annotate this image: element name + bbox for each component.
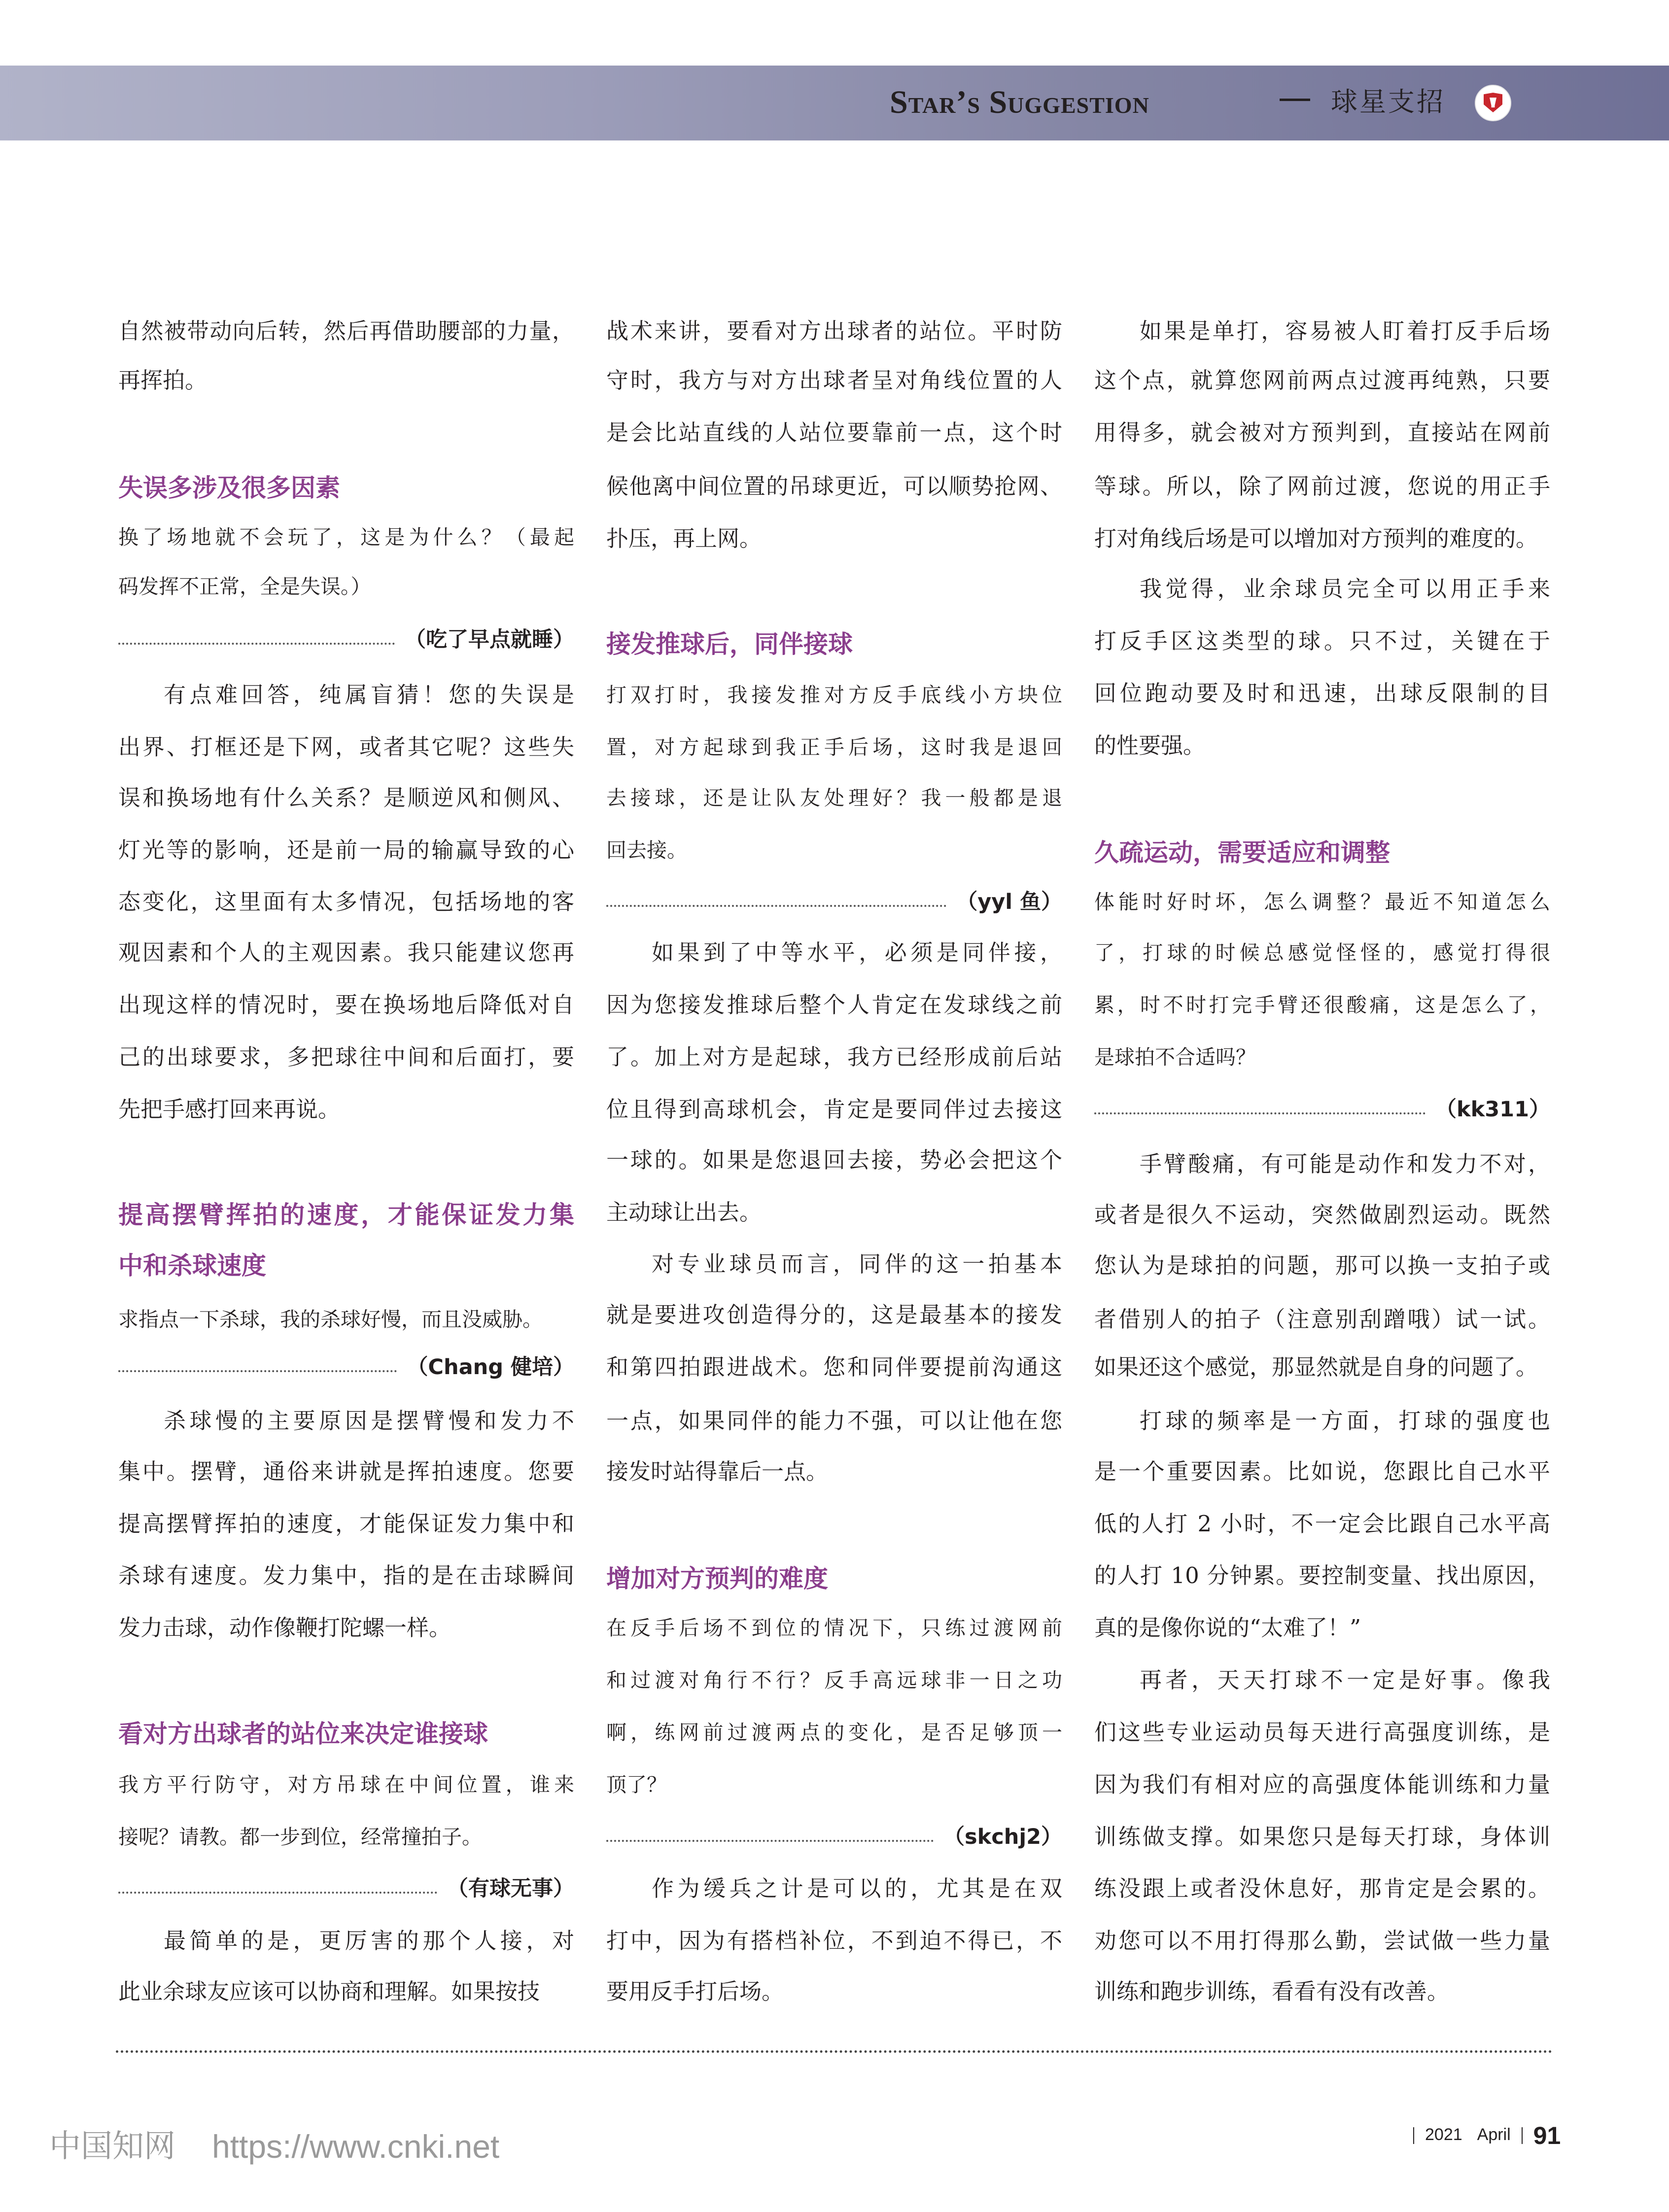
- author-byline: [118, 1342, 574, 1393]
- issue-year: 2021: [1425, 2125, 1462, 2144]
- answer-text-line: 杀球有速度。发力集中，指的是在击球瞬间: [118, 1562, 574, 1589]
- answer-text-line: 如果到了中等水平，必须是同伴接，: [652, 939, 1062, 966]
- answer-text-line: 打对角线后场是可以增加对方预判的难度的。: [1094, 525, 1538, 552]
- answer-text-line: 态变化，这里面有太多情况，包括场地的客: [118, 889, 574, 915]
- answer-text-line: 接发时站得靠后一点。: [606, 1458, 829, 1485]
- answer-text-line: 杀球慢的主要原因是摆臂慢和发力不: [164, 1408, 574, 1434]
- answer-text-line: 或者是很久不运动，突然做剧烈运动。既然: [1094, 1202, 1550, 1228]
- author-name: （有球无事）: [447, 1876, 574, 1901]
- answer-text-line: 是一个重要因素。比如说，您跟比自己水平: [1094, 1458, 1550, 1485]
- author-byline: [118, 614, 574, 665]
- answer-text-line: 因为您接发推球后整个人肯定在发球线之前: [606, 992, 1062, 1018]
- reader-question-line: 回去接。: [606, 838, 687, 862]
- answer-text-line: 作为缓兵之计是可以的，尤其是在双: [652, 1875, 1062, 1901]
- author-name: （yyl 鱼）: [956, 890, 1062, 914]
- answer-text-line: 一点，如果同伴的能力不强，可以让他在您: [606, 1408, 1062, 1434]
- dotted-leader: [1094, 1112, 1426, 1114]
- reader-question-line: 累，时不时打完手臂还很酸痛，这是怎么了，: [1094, 993, 1550, 1017]
- dotted-leader: [118, 1370, 397, 1372]
- answer-text-line: 训练和跑步训练，看看有没有改善。: [1094, 1978, 1450, 2005]
- section-heading: 中和杀球速度: [118, 1251, 266, 1280]
- reader-question-line: 置，对方起球到我正手后场，这时我是退回: [606, 735, 1062, 759]
- answer-text-line: 练没跟上或者没休息好，那肯定是会累的。: [1094, 1875, 1550, 1901]
- answer-text-line: 集中。摆臂，通俗来讲就是挥拍速度。您要: [118, 1458, 574, 1485]
- answer-text-line: 打球的频率是一方面，打球的强度也: [1140, 1408, 1550, 1434]
- answer-text-line: 手臂酸痛，有可能是动作和发力不对，: [1140, 1151, 1550, 1177]
- answer-text-line: 有点难回答，纯属盲猜！您的失误是: [164, 682, 574, 708]
- author-name: （skchj2）: [943, 1825, 1062, 1849]
- answer-text-line: 先把手感打回来再说。: [118, 1096, 341, 1122]
- section-heading: 接发推球后，同伴接球: [606, 629, 853, 658]
- reader-question-line: 体能时好时坏，怎么调整？最近不知道怎么: [1094, 890, 1550, 914]
- answer-text-line: 就是要进攻创造得分的，这是最基本的接发: [606, 1302, 1062, 1328]
- author-name: （kk311）: [1435, 1097, 1550, 1122]
- answer-text-line: 候他离中间位置的吊球更近，可以顺势抢网、: [606, 473, 1062, 499]
- author-byline: [606, 876, 1062, 928]
- reader-question-line: 打双打时，我接发推对方反手底线小方块位: [606, 683, 1062, 707]
- answer-text-line: 了。加上对方是起球，我方已经形成前后站: [606, 1044, 1062, 1070]
- answer-text-line: 等球。所以，除了网前过渡，您说的用正手: [1094, 473, 1550, 499]
- answer-text-line: 主动球让出去。: [606, 1199, 762, 1225]
- answer-text-line: 是会比站直线的人站位要靠前一点，这个时: [606, 419, 1062, 446]
- answer-text-line: 观因素和个人的主观因素。我只能建议您再: [118, 939, 574, 966]
- answer-text-line: 战术来讲，要看对方出球者的站位。平时防: [606, 318, 1062, 344]
- answer-text-line: 低的人打 2 小时，不一定会比跟自己水平高: [1094, 1511, 1550, 1537]
- reader-question-line: 是球拍不合适吗？: [1094, 1045, 1256, 1069]
- reader-question-line: 和过渡对角行不行？反手高远球非一日之功: [606, 1668, 1062, 1692]
- answer-text-line: 误和换场地有什么关系？是顺逆风和侧风、: [118, 785, 574, 811]
- association-logo-icon: [1475, 85, 1511, 121]
- reader-question-line: 我方平行防守，对方吊球在中间位置，谁来: [118, 1773, 574, 1797]
- issue-info: [1402, 2122, 1561, 2150]
- author-name: （吃了早点就睡）: [405, 627, 574, 652]
- footer-divider: [116, 2050, 1553, 2053]
- watermark-cnki-cn: 中国知网: [49, 2128, 175, 2165]
- watermark-url: [212, 2124, 499, 2169]
- reader-question-line: 顶了？: [606, 1773, 667, 1797]
- reader-question-line: 去接球，还是让队友处理好？我一般都是退: [606, 786, 1062, 810]
- answer-text-line: 提高摆臂挥拍的速度，才能保证发力集中和: [118, 1511, 574, 1537]
- answer-text-line: 用得多，就会被对方预判到，直接站在网前: [1094, 419, 1550, 446]
- reader-question-line: 接呢？请教。都一步到位，经常撞拍子。: [118, 1825, 482, 1849]
- page-number: 91: [1533, 2122, 1561, 2150]
- answer-text-line: 扑压，再上网。: [606, 525, 762, 552]
- answer-text-line: 和第四拍跟进战术。您和同伴要提前沟通这: [606, 1354, 1062, 1380]
- answer-text-line: 灯光等的影响，还是前一局的输赢导致的心: [118, 837, 574, 863]
- answer-text-line: 位且得到高球机会，肯定是要同伴过去接这: [606, 1096, 1062, 1122]
- answer-text-line: 己的出球要求，多把球往中间和后面打，要: [118, 1044, 574, 1070]
- title-dash: [1280, 99, 1310, 101]
- section-heading: 失误多涉及很多因素: [118, 473, 340, 502]
- answer-text-line: 此业余球友应该可以协商和理解。如果按技: [118, 1978, 540, 2005]
- reader-question-line: 码发挥不正常，全是失误。）: [118, 575, 371, 598]
- section-title-cn: 球星支招: [1331, 86, 1445, 117]
- dotted-leader: [606, 905, 946, 907]
- answer-text-line: 出界、打框还是下网，或者其它呢？这些失: [118, 734, 574, 760]
- answer-text-line: 训练做支撑。如果您只是每天打球，身体训: [1094, 1824, 1550, 1850]
- answer-text-line: 如果还这个感觉，那显然就是自身的问题了。: [1094, 1354, 1538, 1380]
- answer-text-line: 劝您可以不用打得那么勤，尝试做一些力量: [1094, 1928, 1550, 1954]
- answer-text-line: 如果是单打，容易被人盯着打反手后场: [1140, 318, 1550, 344]
- answer-text-line: 要用反手打后场。: [606, 1978, 784, 2005]
- issue-month: April: [1477, 2125, 1511, 2144]
- author-byline: [606, 1811, 1062, 1863]
- answer-text-line: 者借别人的拍子（注意别刮蹭哦）试一试。: [1094, 1306, 1550, 1332]
- reader-question-line: 换了场地就不会玩了，这是为什么？（最起: [118, 525, 574, 549]
- reader-question-line: 在反手后场不到位的情况下，只练过渡网前: [606, 1616, 1062, 1640]
- answer-text-line: 对专业球员而言，同伴的这一拍基本: [652, 1251, 1062, 1277]
- answer-text-line: 的人打 10 分钟累。要控制变量、找出原因，: [1094, 1562, 1550, 1589]
- reader-question-line: 求指点一下杀球，我的杀球好慢，而且没威胁。: [118, 1308, 543, 1331]
- section-heading: 增加对方预判的难度: [606, 1564, 828, 1593]
- watermark-url-text: https://www.cnki.net: [212, 2128, 500, 2165]
- section-heading: 提高摆臂挥拍的速度，才能保证发力集: [118, 1200, 574, 1229]
- dotted-leader: [118, 643, 395, 645]
- reader-question-line: 了，打球的时候总感觉怪怪的，感觉打得很: [1094, 941, 1550, 965]
- answer-text-line: 真的是像你说的“太难了！”: [1094, 1615, 1361, 1641]
- author-name: （Chang 健培）: [407, 1355, 574, 1380]
- answer-text-line: 的性要强。: [1094, 732, 1206, 759]
- divider-bar: [1413, 2127, 1414, 2144]
- divider-bar: [1522, 2127, 1523, 2144]
- section-heading: 看对方出球者的站位来决定谁接球: [118, 1719, 488, 1748]
- answer-text-line: 这个点，就算您网前两点过渡再纯熟，只要: [1094, 367, 1550, 393]
- answer-text-line: 再挥拍。: [118, 367, 208, 393]
- answer-text-line: 最简单的是，更厉害的那个人接，对: [164, 1928, 574, 1954]
- author-byline: [118, 1863, 574, 1914]
- answer-text-line: 打中，因为有搭档补位，不到迫不得已，不: [606, 1928, 1062, 1954]
- answer-text-line: 因为我们有相对应的高强度体能训练和力量: [1094, 1771, 1550, 1797]
- answer-text-line: 自然被带动向后转，然后再借助腰部的力量，: [118, 318, 574, 344]
- answer-text-line: 守时，我方与对方出球者呈对角线位置的人: [606, 367, 1062, 393]
- answer-text-line: 们这些专业运动员每天进行高强度训练，是: [1094, 1719, 1550, 1745]
- dotted-leader: [118, 1892, 437, 1894]
- reader-question-line: 啊，练网前过渡两点的变化，是否足够顶一: [606, 1721, 1062, 1744]
- answer-text-line: 发力击球，动作像鞭打陀螺一样。: [118, 1615, 452, 1641]
- answer-text-line: 回位跑动要及时和迅速，出球反限制的目: [1094, 680, 1550, 706]
- answer-text-line: 您认为是球拍的问题，那可以换一支拍子或: [1094, 1252, 1550, 1279]
- section-heading: 久疏运动，需要适应和调整: [1094, 838, 1390, 867]
- answer-text-line: 再者，天天打球不一定是好事。像我: [1140, 1667, 1550, 1693]
- answer-text-line: 打反手区这类型的球。只不过，关键在于: [1094, 628, 1550, 654]
- answer-text-line: 一球的。如果是您退回去接，势必会把这个: [606, 1147, 1062, 1173]
- section-title-en: Star’s Suggestion: [890, 84, 1149, 120]
- dotted-leader: [606, 1840, 934, 1842]
- answer-text-line: 出现这样的情况时，要在换场地后降低对自: [118, 992, 574, 1018]
- answer-text-line: 我觉得，业余球员完全可以用正手来: [1140, 576, 1550, 602]
- author-byline: [1094, 1084, 1550, 1135]
